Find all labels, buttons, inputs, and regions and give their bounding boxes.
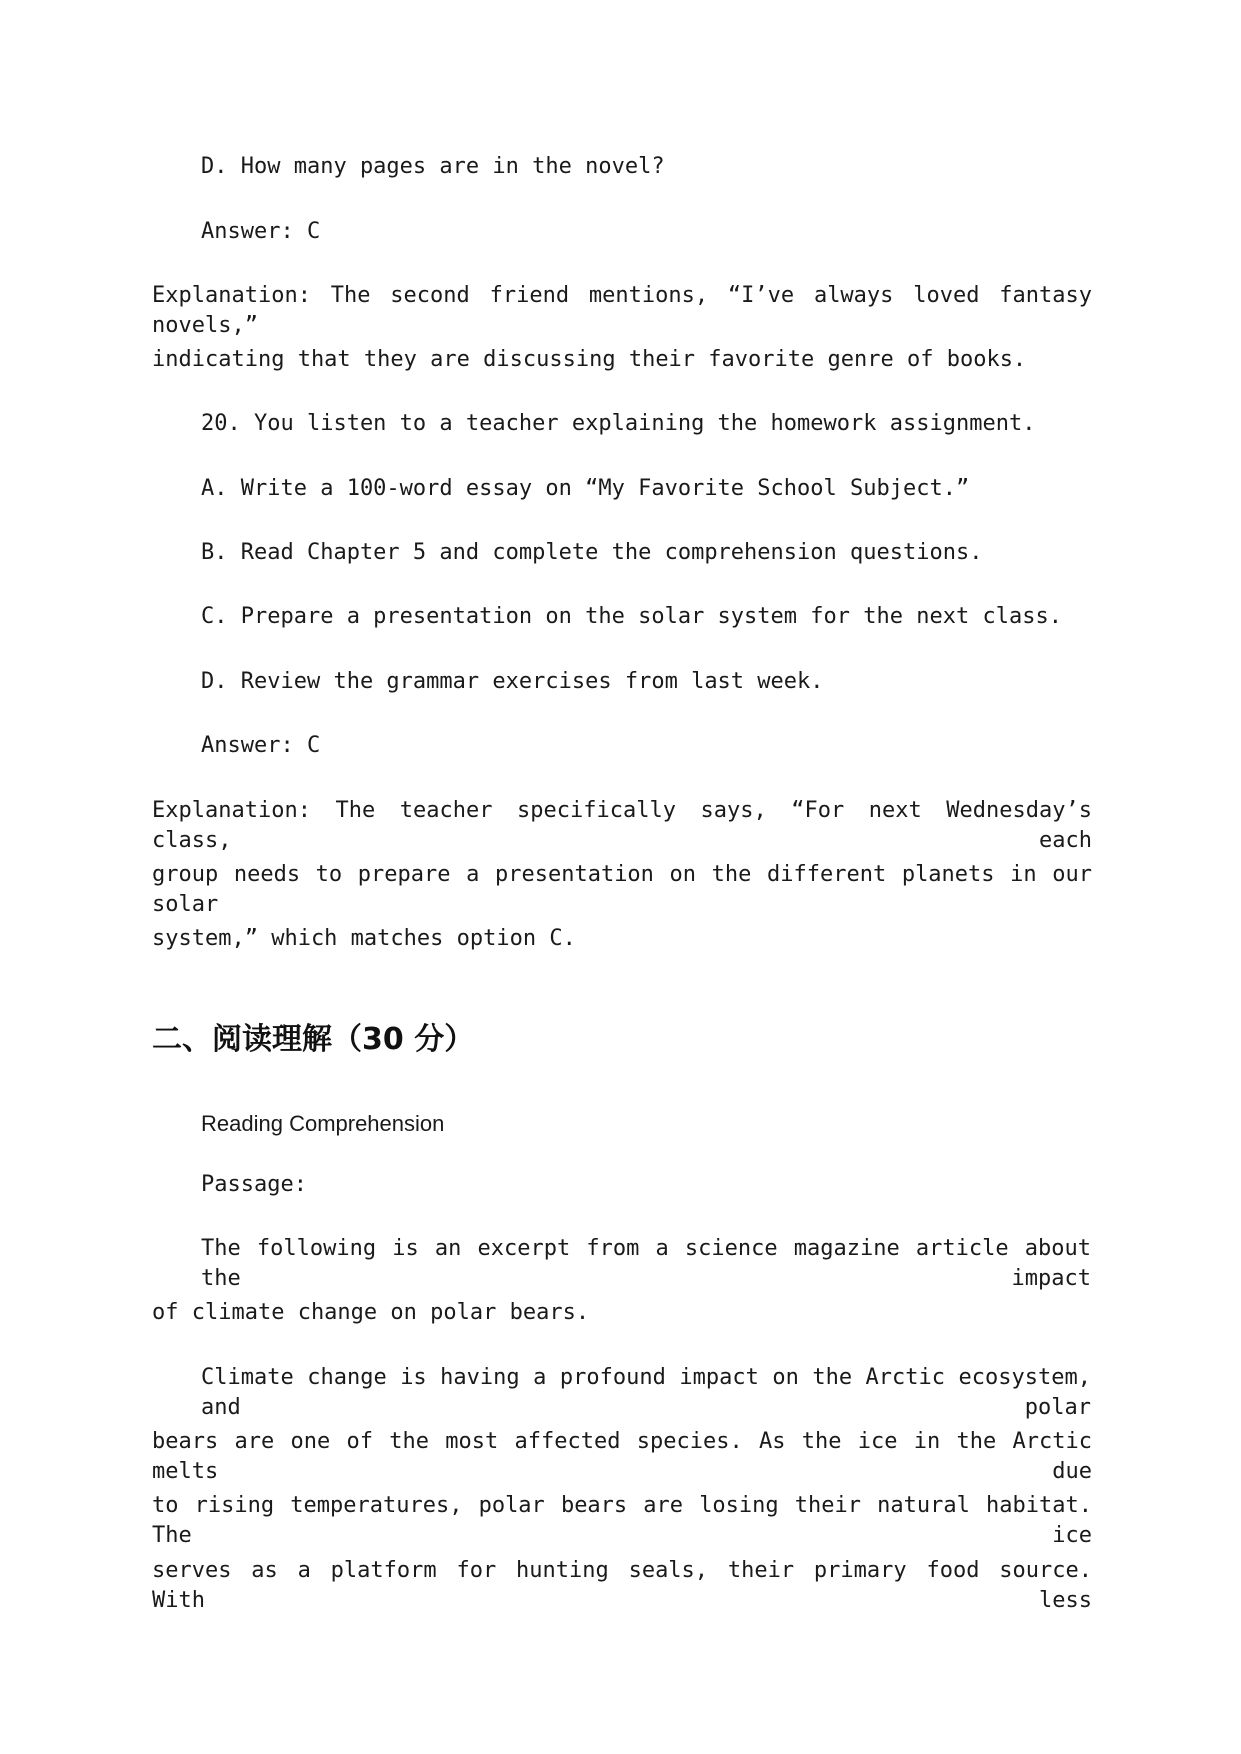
q20-option-a: A. Write a 100-word essay on “My Favorite School Subject.” <box>201 476 970 501</box>
q20-option-d: D. Review the grammar exercises from last week. <box>201 669 824 694</box>
passage-body-line-2: bears are one of the most affected species. As the ice in the Arctic melts due <box>152 1429 1092 1484</box>
q20-explanation-line-2: group needs to prepare a presentation on the different planets in our solar <box>152 862 1092 917</box>
q19-explanation-line-1: Explanation: The second friend mentions, “I’ve always loved fantasy novels,” <box>152 283 1092 338</box>
q19-answer: Answer: C <box>201 219 321 244</box>
passage-body-line-1: Climate change is having a profound impact on the Arctic ecosystem, and polar <box>201 1365 1091 1420</box>
passage-intro-line-2: of climate change on polar bears. <box>152 1300 590 1325</box>
q20-explanation-line-3: system,” which matches option C. <box>152 926 576 951</box>
passage-label: Passage: <box>201 1172 307 1197</box>
passage-body-line-4: serves as a platform for hunting seals, their primary food source. With less <box>152 1558 1092 1613</box>
q20-answer: Answer: C <box>201 733 321 758</box>
q19-option-d: D. How many pages are in the novel? <box>201 154 665 179</box>
passage-intro-line-1: The following is an excerpt from a science magazine article about the impact <box>201 1236 1091 1291</box>
q19-explanation-line-2: indicating that they are discussing their favorite genre of books. <box>152 347 1027 372</box>
reading-subheading: Reading Comprehension <box>201 1111 445 1136</box>
q20-prompt: 20. You listen to a teacher explaining the homework assignment. <box>201 411 1036 436</box>
q20-explanation-line-1: Explanation: The teacher specifically says, “For next Wednesday’s class, each <box>152 798 1092 853</box>
passage-body-line-3: to rising temperatures, polar bears are losing their natural habitat. The ice <box>152 1493 1092 1548</box>
section-heading: 二、阅读理解（30 分） <box>152 1022 475 1057</box>
q20-option-b: B. Read Chapter 5 and complete the comprehension questions. <box>201 540 983 565</box>
q20-option-c: C. Prepare a presentation on the solar system for the next class. <box>201 604 1062 629</box>
